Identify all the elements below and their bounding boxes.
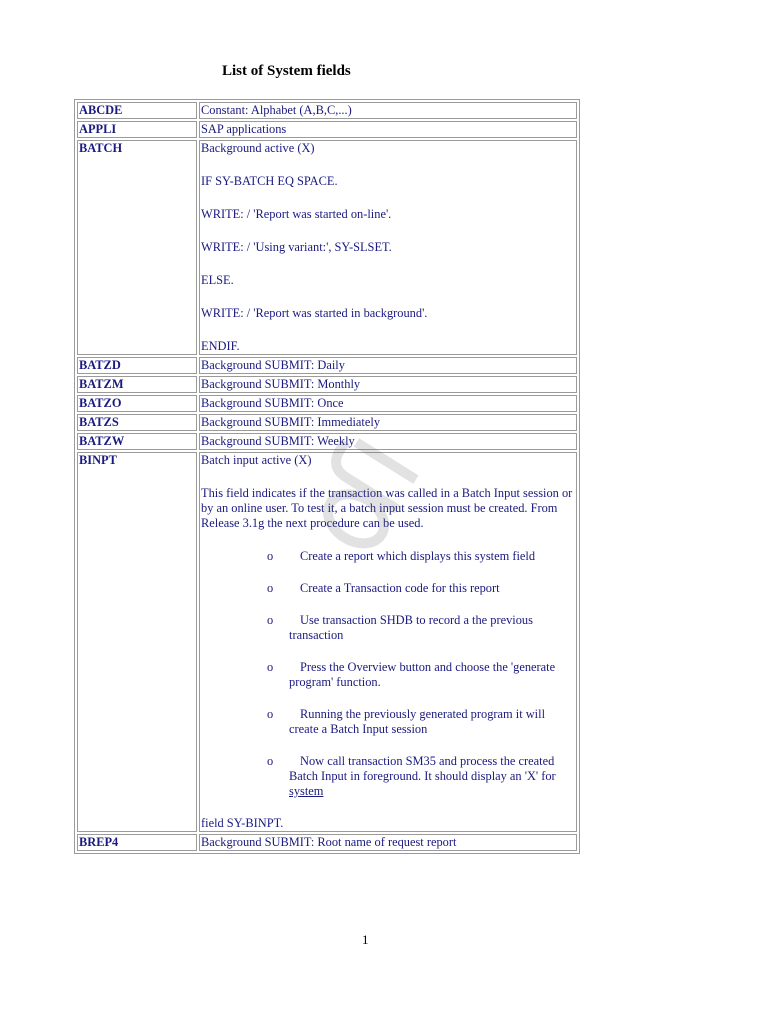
description-paragraph: This field indicates if the transaction was called in a Batch Input session or by an online user. To test it, a batch input session must be created. From Release 3.1g the next procedure can be used. <box>201 486 573 530</box>
field-name: ABCDE <box>77 102 197 119</box>
bullet-marker: o <box>267 707 274 721</box>
code-line: WRITE: / 'Report was started in background'. <box>201 306 428 320</box>
code-line: IF SY-BATCH EQ SPACE. <box>201 174 338 188</box>
procedure-list <box>201 549 575 799</box>
field-name: BATZM <box>77 376 197 393</box>
field-description <box>199 414 577 431</box>
description-text: field SY-BINPT. <box>201 816 284 830</box>
description-text: Background SUBMIT: Root name of request report <box>201 835 457 849</box>
page-number: 1 <box>362 932 369 947</box>
field-description <box>199 121 577 138</box>
bullet-marker: o <box>267 660 274 674</box>
description-text: Background SUBMIT: Daily <box>201 358 345 372</box>
bullet-marker: o <box>267 754 274 768</box>
table-row <box>77 395 577 412</box>
description-text: Constant: Alphabet (A,B,C,...) <box>201 103 352 117</box>
table-row <box>77 102 577 119</box>
step-text: Running the previously generated program it will create a Batch Input session <box>289 707 546 736</box>
list-item <box>201 707 575 737</box>
table-row <box>77 433 577 450</box>
description-text: Batch input active (X) <box>201 453 312 467</box>
step-text: Now call transaction SM35 and process the created Batch Input in foreground. It should display an 'X' for <box>289 754 556 783</box>
field-description <box>199 140 577 355</box>
field-name: APPLI <box>77 121 197 138</box>
table-row <box>77 121 577 138</box>
bullet-marker: o <box>267 581 274 595</box>
description-text: SAP applications <box>201 122 287 136</box>
description-text: Background SUBMIT: Weekly <box>201 434 355 448</box>
field-description <box>199 452 577 832</box>
field-name: BINPT <box>77 452 197 832</box>
list-item <box>201 660 575 690</box>
code-line: WRITE: / 'Using variant:', SY-SLSET. <box>201 240 392 254</box>
code-line: ELSE. <box>201 273 234 287</box>
table-row <box>77 834 577 851</box>
table-row <box>77 357 577 374</box>
list-item <box>201 754 575 799</box>
code-line: WRITE: / 'Report was started on-line'. <box>201 207 392 221</box>
description-text: Background active (X) <box>201 141 315 155</box>
step-text: Press the Overview button and choose the 'generate program' function. <box>289 660 556 689</box>
field-description <box>199 395 577 412</box>
list-item <box>201 581 575 596</box>
field-description <box>199 102 577 119</box>
description-text: Background SUBMIT: Monthly <box>201 377 361 391</box>
field-name: BATCH <box>77 140 197 355</box>
bullet-marker: o <box>267 613 274 627</box>
table-row <box>77 452 577 832</box>
table-row <box>77 140 577 355</box>
page-title: List of System fields <box>222 63 351 79</box>
system-link[interactable]: system <box>289 784 324 798</box>
list-item <box>201 613 575 643</box>
field-name: BATZW <box>77 433 197 450</box>
field-description <box>199 376 577 393</box>
code-line: ENDIF. <box>201 339 240 353</box>
field-name: BREP4 <box>77 834 197 851</box>
field-name: BATZO <box>77 395 197 412</box>
table-row <box>77 414 577 431</box>
bullet-marker: o <box>267 549 274 563</box>
list-item <box>201 549 575 564</box>
field-name: BATZD <box>77 357 197 374</box>
system-fields-table <box>74 99 580 854</box>
field-description <box>199 433 577 450</box>
description-text: Background SUBMIT: Once <box>201 396 344 410</box>
description-text: Background SUBMIT: Immediately <box>201 415 381 429</box>
table-row <box>77 376 577 393</box>
field-description <box>199 357 577 374</box>
field-description <box>199 834 577 851</box>
step-text: Create a report which displays this system field <box>300 549 536 563</box>
step-text: Use transaction SHDB to record a the previous transaction <box>289 613 533 642</box>
step-text: Create a Transaction code for this report <box>300 581 500 595</box>
field-name: BATZS <box>77 414 197 431</box>
